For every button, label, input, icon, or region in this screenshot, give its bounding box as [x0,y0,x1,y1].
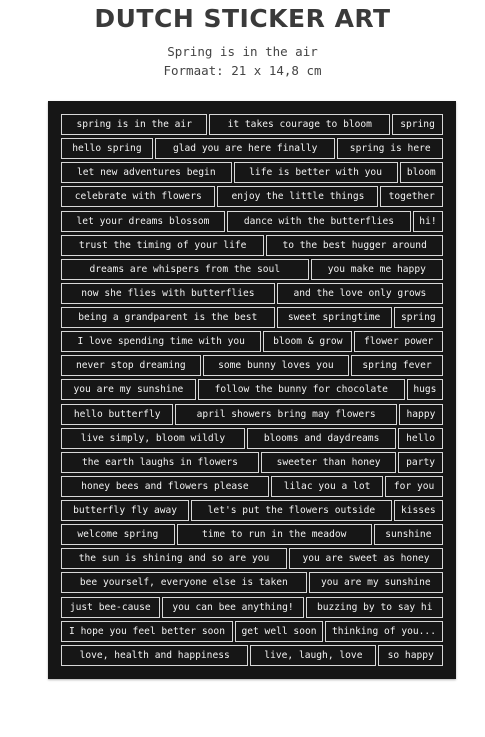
sticker-label[interactable]: you are my sunshine [309,572,443,593]
sticker-label[interactable]: honey bees and flowers please [61,476,269,497]
sticker-row [61,524,443,545]
sticker-label[interactable]: butterfly fly away [61,500,189,521]
sticker-row [61,621,443,642]
sticker-label[interactable]: bloom [400,162,443,183]
sticker-label[interactable]: buzzing by to say hi [306,597,443,618]
sticker-label[interactable]: together [380,186,443,207]
sticker-label[interactable]: to the best hugger around [266,235,443,256]
sticker-row [61,404,443,425]
sticker-label[interactable]: bee yourself, everyone else is taken [61,572,307,593]
sticker-label[interactable]: spring is in the air [61,114,207,135]
sticker-row [61,645,443,666]
sticker-row [61,138,443,159]
sticker-label[interactable]: flower power [354,331,443,352]
sticker-label[interactable]: sweet springtime [277,307,392,328]
sticker-row [61,235,443,256]
sticker-row [61,548,443,569]
sticker-label[interactable]: spring is here [337,138,443,159]
sticker-label[interactable]: bloom & grow [263,331,352,352]
sticker-label[interactable]: you make me happy [311,259,443,280]
sticker-label[interactable]: time to run in the meadow [177,524,372,545]
sticker-label[interactable]: some bunny loves you [203,355,349,376]
sticker-row [61,597,443,618]
sticker-label[interactable]: I love spending time with you [61,331,261,352]
sticker-label[interactable]: now she flies with butterflies [61,283,275,304]
sticker-label[interactable]: let's put the flowers outside [191,500,391,521]
sticker-label[interactable]: hello spring [61,138,153,159]
sticker-label[interactable]: for you [385,476,443,497]
sticker-label[interactable]: spring [392,114,443,135]
sticker-label[interactable]: thinking of you... [325,621,443,642]
sticker-row [61,259,443,280]
sticker-row [61,307,443,328]
sticker-row [61,283,443,304]
sticker-label[interactable]: it takes courage to bloom [209,114,390,135]
sticker-label[interactable]: sunshine [374,524,443,545]
sticker-row [61,428,443,449]
sticker-label[interactable]: you can bee anything! [162,597,305,618]
sticker-label[interactable]: trust the timing of your life [61,235,264,256]
sticker-label[interactable]: I hope you feel better soon [61,621,233,642]
brand-title: DUTCH STICKER ART [94,4,391,33]
sticker-label[interactable]: spring fever [351,355,443,376]
sticker-label[interactable]: welcome spring [61,524,175,545]
sticker-label[interactable]: enjoy the little things [217,186,378,207]
sticker-label[interactable]: hi! [413,211,443,232]
sticker-label[interactable]: hugs [407,379,443,400]
sticker-row [61,355,443,376]
sticker-label[interactable]: party [398,452,443,473]
sticker-label[interactable]: follow the bunny for chocolate [198,379,405,400]
sticker-label[interactable]: lilac you a lot [271,476,383,497]
sticker-label[interactable]: dance with the butterflies [227,211,411,232]
sticker-label[interactable]: spring [394,307,443,328]
sticker-label[interactable]: blooms and daydreams [247,428,396,449]
sticker-label[interactable]: love, health and happiness [61,645,248,666]
sticker-label[interactable]: you are sweet as honey [289,548,443,569]
sticker-label[interactable]: sweeter than honey [261,452,396,473]
sticker-label[interactable]: you are my sunshine [61,379,196,400]
sticker-label[interactable]: glad you are here finally [155,138,336,159]
sticker-label[interactable]: live, laugh, love [250,645,376,666]
sticker-row [61,452,443,473]
sticker-sheet [48,101,456,679]
sticker-label[interactable]: being a grandparent is the best [61,307,275,328]
sticker-label[interactable]: let your dreams blossom [61,211,225,232]
sticker-label[interactable]: celebrate with flowers [61,186,215,207]
sticker-label[interactable]: life is better with you [234,162,398,183]
sticker-label[interactable]: hello butterfly [61,404,173,425]
product-subtitle: Spring is in the air [167,44,318,59]
sticker-row [61,162,443,183]
sticker-label[interactable]: april showers bring may flowers [175,404,397,425]
sticker-row [61,331,443,352]
sticker-label[interactable]: so happy [378,645,443,666]
sticker-label[interactable]: never stop dreaming [61,355,201,376]
sticker-row [61,500,443,521]
product-format: Formaat: 21 x 14,8 cm [163,63,322,78]
sticker-label[interactable]: the earth laughs in flowers [61,452,259,473]
sticker-label[interactable]: kisses [394,500,443,521]
sticker-row [61,186,443,207]
sticker-label[interactable]: and the love only grows [277,283,443,304]
sticker-row [61,114,443,135]
sticker-label[interactable]: hello [398,428,443,449]
sticker-row [61,476,443,497]
sticker-row [61,572,443,593]
sticker-label[interactable]: just bee-cause [61,597,160,618]
sticker-label[interactable]: live simply, bloom wildly [61,428,245,449]
sticker-label[interactable]: dreams are whispers from the soul [61,259,309,280]
sticker-row [61,211,443,232]
sticker-row [61,379,443,400]
sticker-rows [61,114,443,666]
sticker-label[interactable]: let new adventures begin [61,162,232,183]
sticker-label[interactable]: happy [399,404,443,425]
sticker-label[interactable]: get well soon [235,621,323,642]
sticker-label[interactable]: the sun is shining and so are you [61,548,287,569]
